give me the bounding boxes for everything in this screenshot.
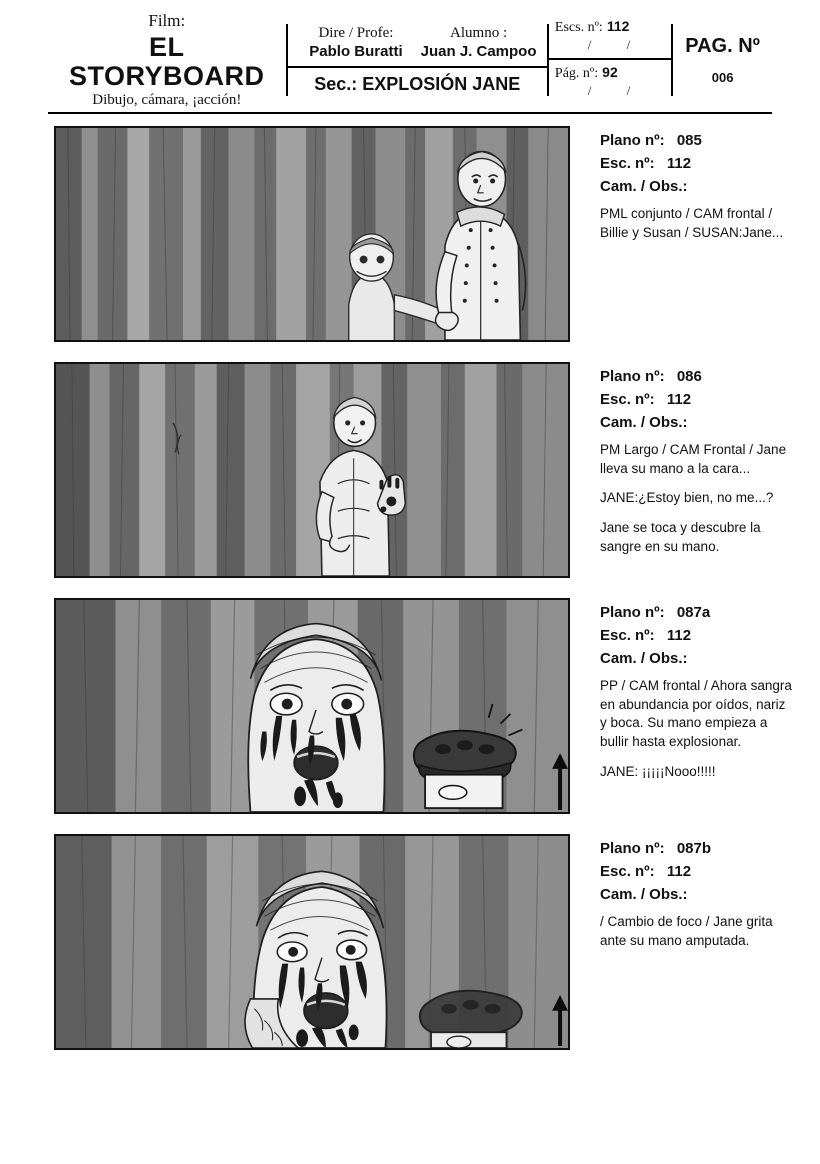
panel-artwork-087b xyxy=(56,836,568,1048)
plano-label: Plano nº: xyxy=(600,604,665,621)
note-text: JANE: ¡¡¡¡¡Nooo!!!!! xyxy=(600,763,716,779)
esc-label: Esc. nº: xyxy=(600,391,655,408)
director-field xyxy=(296,25,417,62)
director-label: Dire / Profe: xyxy=(318,24,394,41)
esc-label: Esc. nº: xyxy=(600,155,655,172)
panel-artwork-085 xyxy=(56,128,568,340)
note-text: Jane se toca y descubre la sangre en su mano. xyxy=(600,519,761,554)
header-title-block xyxy=(48,11,286,108)
storyboard-frame xyxy=(54,126,570,342)
pag-label: Pág. nº: xyxy=(554,66,599,81)
cam-label: Cam. / Obs.: xyxy=(600,414,688,431)
panel-notes xyxy=(570,834,792,961)
note-text: JANE:¿Estoy bien, no me...? xyxy=(600,490,774,506)
note-text: PM Largo / CAM Frontal / Jane lleva su mano a la cara... xyxy=(600,442,787,476)
pag-field xyxy=(555,64,665,82)
storyboard-frame xyxy=(54,834,570,1050)
esc-label: Esc. nº: xyxy=(600,863,655,880)
panel-notes xyxy=(570,126,792,253)
plano-value: 087a xyxy=(676,604,711,621)
page-header xyxy=(0,0,820,108)
header-page-block xyxy=(673,18,772,102)
page-number: 006 xyxy=(711,70,734,85)
escs-field xyxy=(555,18,665,36)
panel-list xyxy=(0,114,820,1050)
plano-value: 085 xyxy=(676,132,702,149)
page-title: PAG. Nº xyxy=(685,35,760,57)
panel-row xyxy=(54,834,792,1050)
cam-label: Cam. / Obs.: xyxy=(600,886,688,903)
panel-row xyxy=(54,598,792,814)
plano-value: 087b xyxy=(676,840,712,857)
escs-value: 112 xyxy=(606,18,630,34)
header-numbers-rule xyxy=(549,58,671,60)
esc-value: 112 xyxy=(666,863,692,880)
plano-label: Plano nº: xyxy=(600,132,665,149)
panel-notes xyxy=(570,598,792,792)
esc-value: 112 xyxy=(666,391,692,408)
panel-notes xyxy=(570,362,792,567)
panel-artwork-086 xyxy=(56,364,568,576)
header-credits-block xyxy=(288,18,547,102)
plano-label: Plano nº: xyxy=(600,840,665,857)
note-text: / Cambio de foco / Jane grita ante su mano amputada. xyxy=(600,914,773,948)
plano-field xyxy=(600,840,792,857)
film-label: Film: xyxy=(148,11,186,31)
director-value: Pablo Buratti xyxy=(309,42,403,60)
esc-value: 112 xyxy=(666,155,692,172)
sequence-value: Sec.: EXPLOSIÓN JANE xyxy=(314,74,521,95)
storyboard-frame xyxy=(54,598,570,814)
esc-field xyxy=(600,627,792,644)
plano-field xyxy=(600,604,792,621)
esc-value: 112 xyxy=(666,627,692,644)
brand-title: EL STORYBOARD xyxy=(69,32,265,91)
pag-value: 92 xyxy=(602,64,618,80)
student-field xyxy=(418,25,539,62)
header-numbers-block xyxy=(549,18,671,102)
note-text: PP / CAM frontal / Ahora sangra en abundancia por oídos, nariz y boca. Su mano empieza a bullir hasta explosionar. xyxy=(600,678,792,749)
brand-tagline: Dibujo, cámara, ¡acción! xyxy=(92,91,242,108)
esc-field xyxy=(600,863,792,880)
escs-label: Escs. nº: xyxy=(554,20,603,35)
esc-label: Esc. nº: xyxy=(600,627,655,644)
panel-artwork-087a xyxy=(56,600,568,812)
storyboard-frame xyxy=(54,362,570,578)
note-text: PML conjunto / CAM frontal / Billie y Susan / SUSAN:Jane... xyxy=(600,206,784,240)
escs-slashes: / / xyxy=(587,37,647,52)
panel-row xyxy=(54,126,792,342)
plano-label: Plano nº: xyxy=(600,368,665,385)
esc-field xyxy=(600,155,792,172)
plano-field xyxy=(600,132,792,149)
panel-row xyxy=(54,362,792,578)
student-value: Juan J. Campoo xyxy=(420,42,537,60)
plano-field xyxy=(600,368,792,385)
esc-field xyxy=(600,391,792,408)
pag-slashes: / / xyxy=(587,83,647,98)
cam-label: Cam. / Obs.: xyxy=(600,178,688,195)
cam-label: Cam. / Obs.: xyxy=(600,650,688,667)
plano-value: 086 xyxy=(676,368,702,385)
student-label: Alumno : xyxy=(450,24,508,41)
